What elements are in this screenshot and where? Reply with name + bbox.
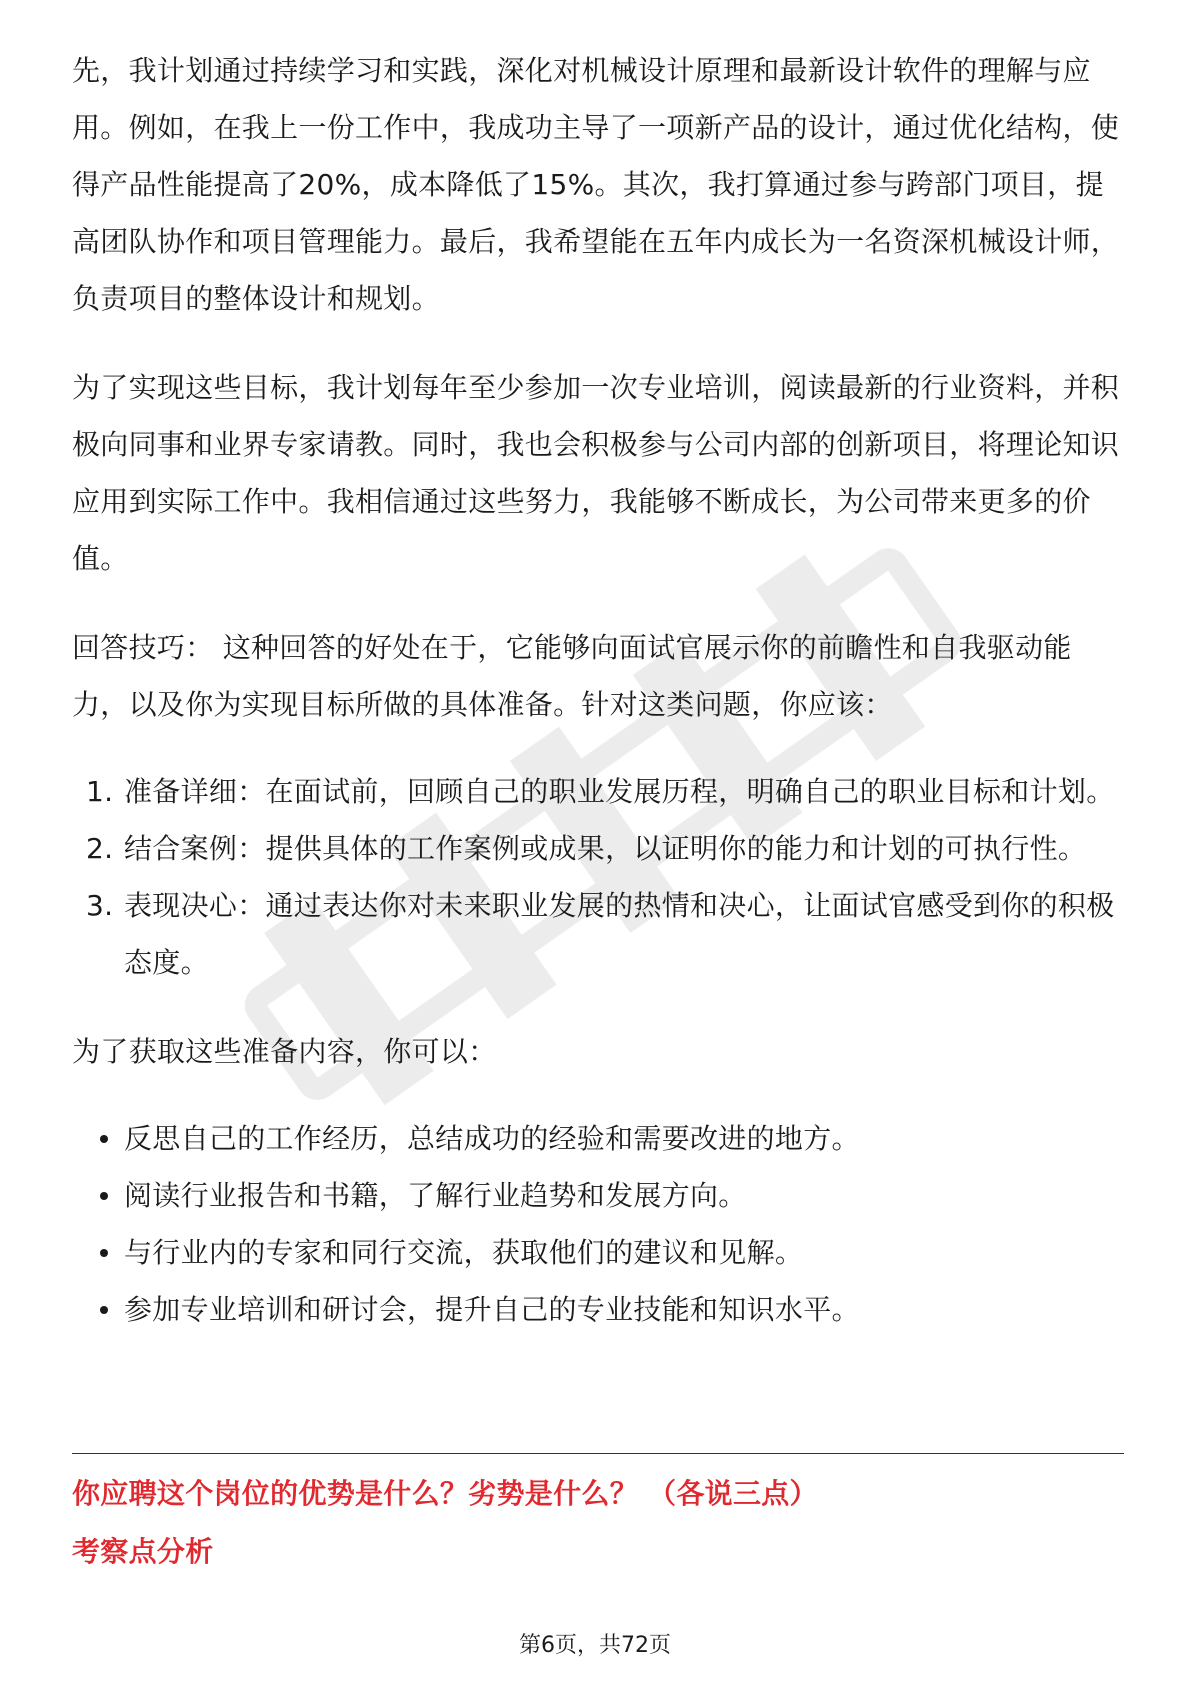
list-item-text: 阅读行业报告和书籍，了解行业趋势和发展方向。 [124, 1179, 747, 1212]
bullet-icon [100, 1306, 108, 1314]
section-divider [72, 1453, 1124, 1454]
list-item [72, 877, 1124, 991]
prep-bullet-list [72, 1110, 1124, 1338]
section-question-heading: 你应聘这个岗位的优势是什么？劣势是什么？ （各说三点） [72, 1477, 818, 1510]
section-subheading: 考察点分析 [72, 1535, 214, 1568]
list-item-text: 结合案例：提供具体的工作案例或成果，以证明你的能力和计划的可执行性。 [124, 832, 1087, 865]
list-item [72, 820, 1124, 877]
list-item-text: 与行业内的专家和同行交流，获取他们的建议和见解。 [124, 1236, 804, 1269]
list-number: 1. [86, 775, 114, 808]
list-item [72, 1224, 1124, 1281]
tips-list [72, 763, 1124, 991]
paragraph-plan: 为了实现这些目标，我计划每年至少参加一次专业培训，阅读最新的行业资料，并积极向同事和业界专家请教。同时，我也会积极参与公司内部的创新项目，将理论知识应用到实际工作中。我相信通过这些努力，我能够不断成长，为公司带来更多的价值。 [72, 371, 1120, 575]
list-number: 3. [86, 889, 114, 922]
list-item [72, 1110, 1124, 1167]
list-item-text: 反思自己的工作经历，总结成功的经验和需要改进的地方。 [124, 1122, 860, 1155]
bullet-icon [100, 1135, 108, 1143]
paragraph-goals: 先，我计划通过持续学习和实践，深化对机械设计原理和最新设计软件的理解与应用。例如，在我上一份工作中，我成功主导了一项新产品的设计，通过优化结构，使得产品性能提高了20%，成本降低了15%。其次，我打算通过参与跨部门项目，提高团队协作和项目管理能力。最后，我希望能在五年内成长为一名资深机械设计师，负责项目的整体设计和规划。 [72, 54, 1120, 315]
list-item [72, 1167, 1124, 1224]
list-item [72, 763, 1124, 820]
bullet-icon [100, 1249, 108, 1257]
paragraph-tips: 回答技巧： 这种回答的好处在于，它能够向面试官展示你的前瞻性和自我驱动能力，以及你为实现目标所做的具体准备。针对这类问题，你应该： [72, 631, 1072, 721]
list-item-text: 参加专业培训和研讨会，提升自己的专业技能和知识水平。 [124, 1293, 860, 1326]
list-item-text: 表现决心：通过表达你对未来职业发展的热情和决心，让面试官感受到你的积极态度。 [124, 889, 1115, 979]
page-number: 第6页，共72页 [519, 1633, 671, 1658]
list-item [72, 1281, 1124, 1338]
list-number: 2. [86, 832, 114, 865]
bullet-icon [100, 1192, 108, 1200]
paragraph-prep-intro: 为了获取这些准备内容，你可以： [72, 1035, 497, 1068]
list-item-text: 准备详细：在面试前，回顾自己的职业发展历程，明确自己的职业目标和计划。 [124, 775, 1115, 808]
main-content [72, 42, 1124, 1338]
